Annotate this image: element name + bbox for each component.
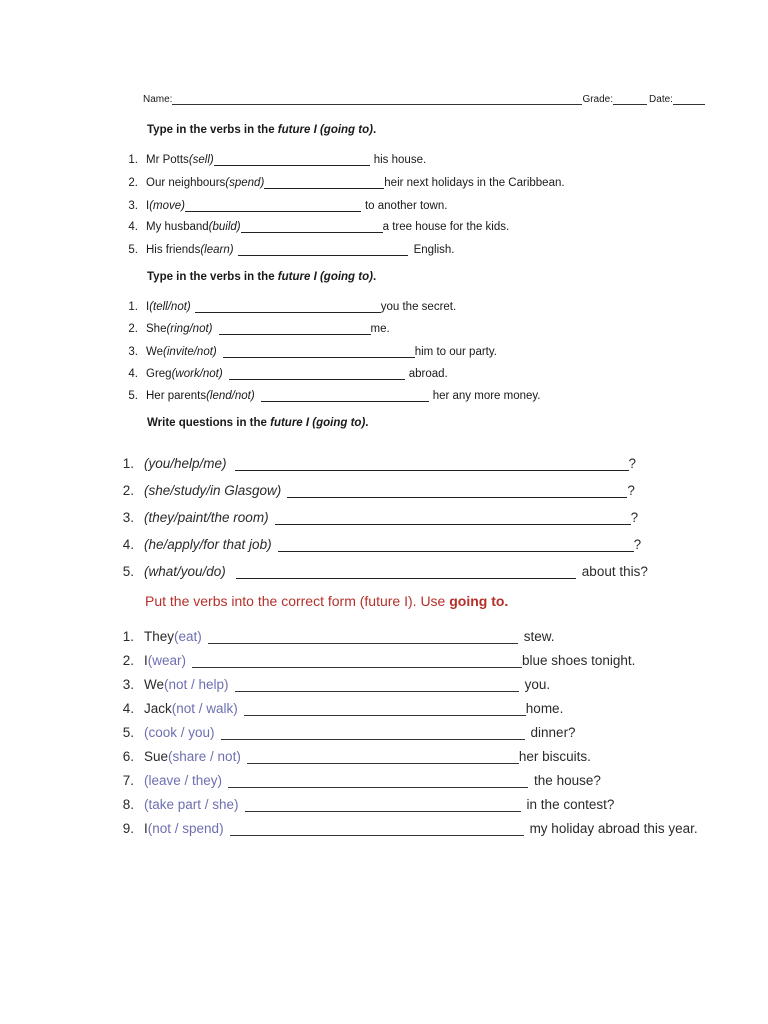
answer-blank[interactable] [228, 774, 528, 788]
header-row [143, 94, 718, 105]
answer-blank[interactable] [287, 484, 627, 498]
section2-item-4: 4. Greg (work/not) abroad. [128, 368, 448, 380]
answer-blank[interactable] [264, 177, 384, 189]
section4-item-4: 4. Jack (not / walk) home. [122, 701, 564, 716]
answer-blank[interactable] [185, 200, 361, 212]
answer-blank[interactable] [236, 565, 576, 579]
answer-blank[interactable] [238, 244, 408, 256]
name-label: Name: [143, 94, 173, 105]
answer-blank[interactable] [245, 798, 521, 812]
section2-item-3: 3. We (invite/not) him to our party. [128, 346, 497, 358]
section1-item-5: 5. His friends (learn) English. [128, 244, 455, 256]
answer-blank[interactable] [241, 221, 383, 233]
section3-heading: Write questions in the future I (going to). [147, 417, 369, 429]
answer-blank[interactable] [275, 511, 631, 525]
date-label: Date: [649, 94, 673, 105]
answer-blank[interactable] [261, 390, 429, 402]
answer-blank[interactable] [192, 654, 522, 668]
grade-field[interactable] [613, 95, 647, 105]
answer-blank[interactable] [208, 630, 518, 644]
answer-blank[interactable] [221, 726, 525, 740]
section4-item-2: 2. I (wear) blue shoes tonight. [122, 653, 636, 668]
section4-item-9: 9. I (not / spend) my holiday abroad this year. [122, 821, 698, 836]
answer-blank[interactable] [244, 702, 526, 716]
answer-blank[interactable] [223, 346, 415, 358]
answer-blank[interactable] [229, 368, 405, 380]
section2-heading: Type in the verbs in the future I (going to). [147, 271, 377, 283]
section4-item-6: 6. Sue (share / not) her biscuits. [122, 749, 591, 764]
answer-blank[interactable] [219, 323, 371, 335]
answer-blank[interactable] [235, 457, 629, 471]
section3-item-1: 1. (you/help/me) ? [122, 456, 637, 471]
section3-item-5: 5. (what/you/do) about this? [122, 564, 648, 579]
answer-blank[interactable] [278, 538, 634, 552]
grade-label: Grade: [582, 94, 614, 105]
answer-blank[interactable] [214, 154, 370, 166]
section4-heading: Put the verbs into the correct form (future I). Use going to. [145, 593, 509, 609]
section2-item-5: 5. Her parents (lend/not) her any more money. [128, 390, 541, 402]
answer-blank[interactable] [235, 678, 519, 692]
section3-item-3: 3. (they/paint/the room) ? [122, 510, 639, 525]
section4-item-3: 3. We (not / help) you. [122, 677, 551, 692]
section4-item-8: 8. (take part / she) in the contest? [122, 797, 615, 812]
section4-item-7: 7. (leave / they) the house? [122, 773, 601, 788]
section4-item-1: 1. They (eat) stew. [122, 629, 555, 644]
answer-blank[interactable] [195, 301, 381, 313]
section1-item-3: 3. I (move) to another town. [128, 200, 448, 212]
answer-blank[interactable] [247, 750, 519, 764]
section1-item-2: 2. Our neighbours (spend) heir next holidays in the Caribbean. [128, 177, 565, 189]
section1-item-4: 4. My husband (build) a tree house for the kids. [128, 221, 510, 233]
section3-item-4: 4. (he/apply/for that job) ? [122, 537, 642, 552]
name-field[interactable] [172, 95, 582, 105]
answer-blank[interactable] [230, 822, 524, 836]
section2-item-2: 2. She (ring/not) me. [128, 323, 390, 335]
section2-item-1: 1. I (tell/not) you the secret. [128, 301, 457, 313]
section1-heading: Type in the verbs in the future I (going to). [147, 124, 377, 136]
section1-item-1: 1. Mr Potts (sell) his house. [128, 154, 427, 166]
section3-item-2: 2. (she/study/in Glasgow) ? [122, 483, 635, 498]
date-field[interactable] [673, 95, 705, 105]
section4-item-5: 5. (cook / you) dinner? [122, 725, 576, 740]
